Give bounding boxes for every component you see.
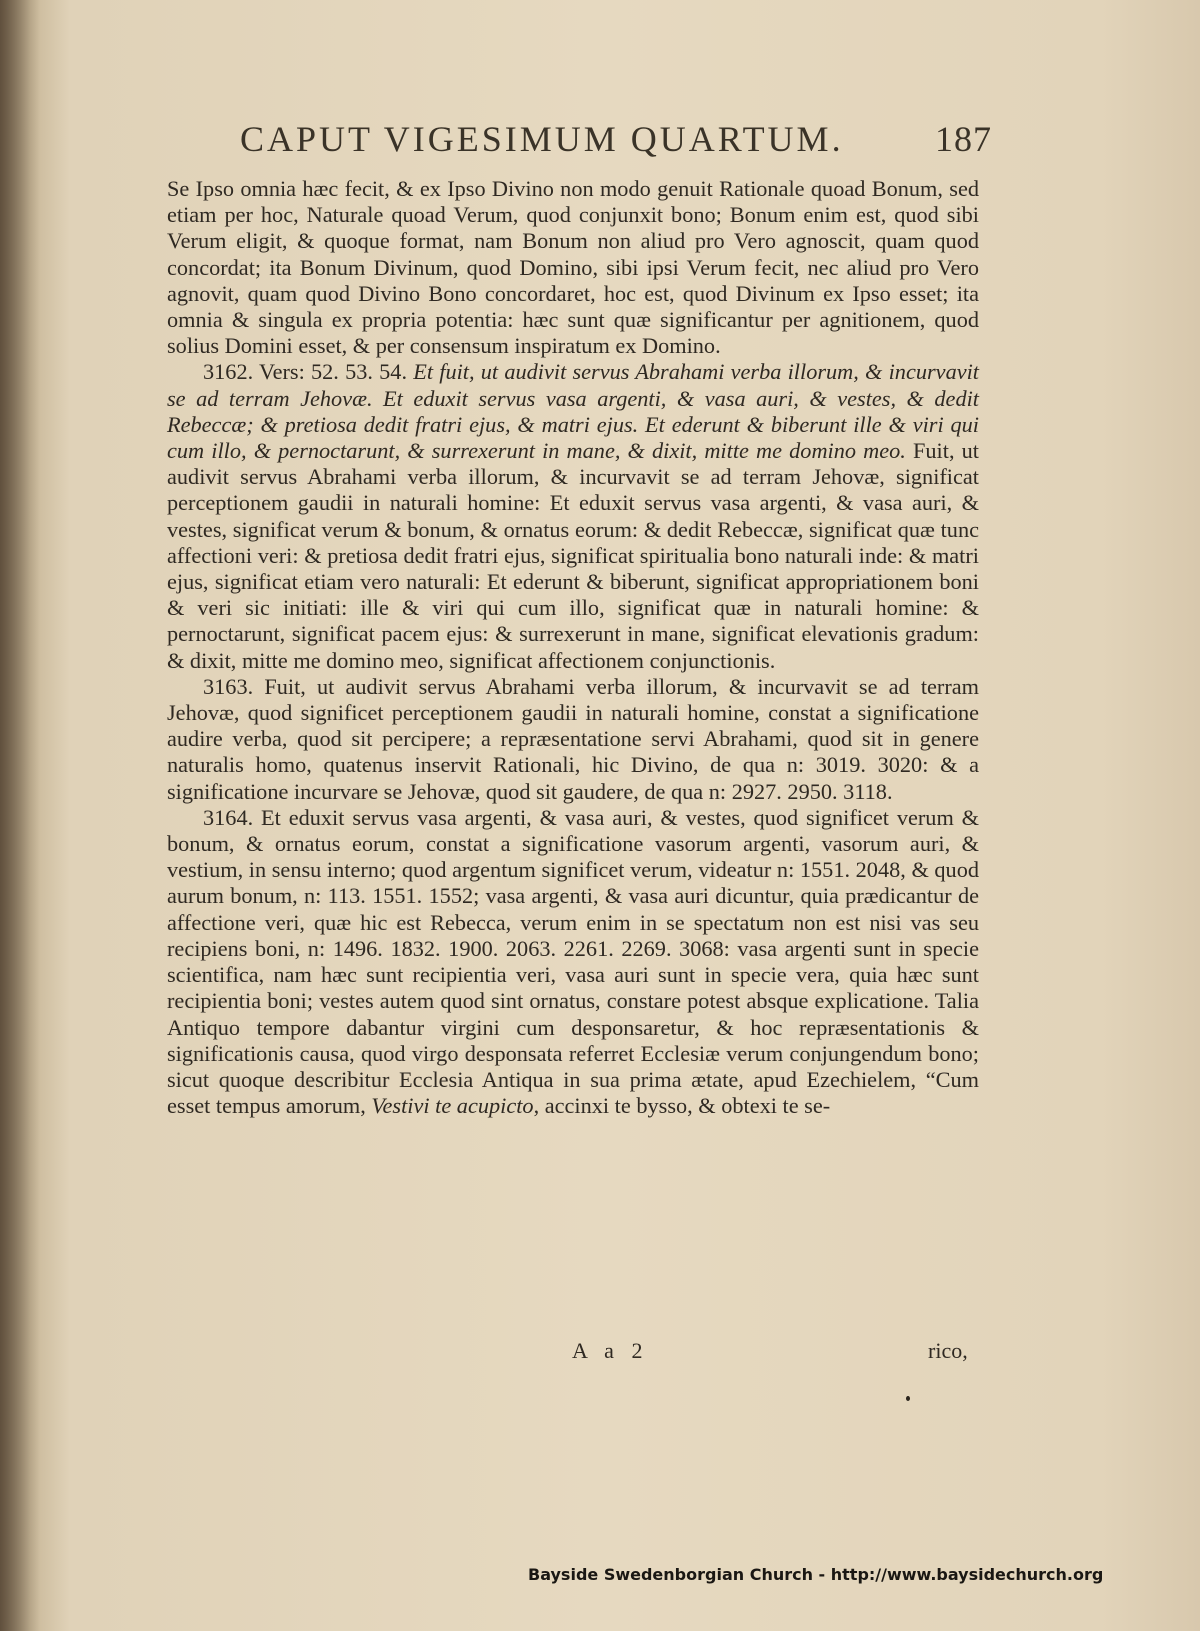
spine-shadow (0, 0, 40, 1631)
paragraph (167, 805, 979, 1119)
chapter-title: CAPUT VIGESIMUM QUARTUM. (240, 119, 844, 159)
page-number: 187 (935, 119, 992, 159)
text-run: Fuit, ut audivit servus Abrahami verba illorum, & incurvavit se ad terram Jehovæ, significat perceptionem gaudii in naturali homine: Et eduxit servus vasa argenti, & vasa auri, & vestes, significat verum & bonum, & ornatus eorum: & dedit Rebeccæ, significat quæ tunc affectioni veri: & pretiosa dedit fratri ejus, significat spiritualia bono naturali inde: & matri ejus, significat etiam vero naturali: Et ederunt & biberunt, significat appropriationem boni & veri sic initiati: ille & viri qui cum illo, significat quæ in naturali homine: & pernoctarunt, significat pacem ejus: & surrexerunt in mane, significat elevationis gradum: & dixit, mitte me domino meo, significat affectionem conjunctionis. (167, 438, 979, 673)
catchword: rico, (928, 1338, 968, 1363)
paragraph (167, 176, 979, 359)
text-run: 3163. Fuit, ut audivit servus Abrahami verba illorum, & incurvavit se ad terram Jehovæ, quod significet perceptionem gaudii in naturali homine, constat a significatione audire verba, quod sit percipere; a repræsentatione servi Abrahami, quod sit in genere naturalis homo, quatenus inservit Rationali, hic Divino, de qua n: 3019. 3020: & a significatione incurvare se Jehovæ, quod sit gaudere, de qua n: 2927. 2950. 3118. (167, 673, 979, 804)
text-run: Se Ipso omnia hæc fecit, & ex Ipso Divino non modo genuit Rationale quoad Bonum, sed etiam per hoc, Naturale quoad Verum, quod conjunxit bono; Bonum enim est, quod sibi Verum eligit, & quoque format, nam Bonum non aliud pro Vero agnoscit, quam quod concordat; ita Bonum Divinum, quod Domino, sibi ipsi Verum fecit, nec aliud pro Vero agnovit, quam quod Divino Bono concordaret, hoc est, quod Divinum ex Ipso esset; ita omnia & singula ex propria potentia: hæc sunt quæ significantur per agnitionem, quod solius Domini esset, & per consensum inspiratum ex Domino. (167, 176, 979, 359)
text-run: 3164. Et eduxit servus vasa argenti, & vasa auri, & vestes, quod significet verum & bonum, & ornatus eorum, constat a significatione vasorum argenti, vasorum auri, & vestium, in sensu interno; quod argentum significet verum, videatur n: 1551. 2048, & quod aurum bonum, n: 113. 1551. 1552; vasa argenti, & vasa auri dicuntur, quia prædicantur de affectione veri, quæ hic est Rebecca, verum enim in se spectatum non est nisi vas seu recipiens boni, n: 1496. 1832. 1900. 2063. 2261. 2269. 3068: vasa argenti sunt in specie scientifica, nam hæc sunt recipientia veri, vasa auri sunt in specie vera, quia hæc sunt recipientia boni; vestes autem quod sint ornatus, constare potest absque explicatione. Talia Antiquo tempore dabantur virgini cum desponsaretur, & hoc repræsentationis & significationis causa, quod virgo desponsata referret Ecclesiæ verum conjungendum bono; sicut quoque describitur Ecclesia Antiqua in sua prima ætate, apud Ezechielem, “Cum esset tempus amorum, (167, 804, 979, 1119)
page-body (167, 176, 979, 1119)
paragraph (167, 674, 979, 805)
text-run: 3162. Vers: 52. 53. 54. (203, 359, 414, 385)
running-header (232, 118, 992, 168)
text-run: , accinxi te bysso, & obtexi te se- (533, 1093, 831, 1119)
ink-speck (906, 1396, 910, 1401)
signature-mark: A a 2 (572, 1338, 649, 1363)
paragraph (167, 359, 979, 673)
italic-run: Vestivi te acupicto (371, 1093, 534, 1119)
italic-run: Et fuit, ut audivit servus Abrahami verba illorum, & incurvavit se ad terram Jehovæ. Et eduxit servus vasa argenti, & vasa auri, & vestes, & dedit Rebeccæ; & pretiosa dedit fratri ejus, & matri ejus. Et ederunt & biberunt ille & viri qui cum illo, & pernoctarunt, & surrexerunt in mane, & dixit, mitte me domino meo. (167, 359, 980, 464)
watermark-text: Bayside Swedenborgian Church - http://www.baysidechurch.org (528, 1565, 1104, 1584)
